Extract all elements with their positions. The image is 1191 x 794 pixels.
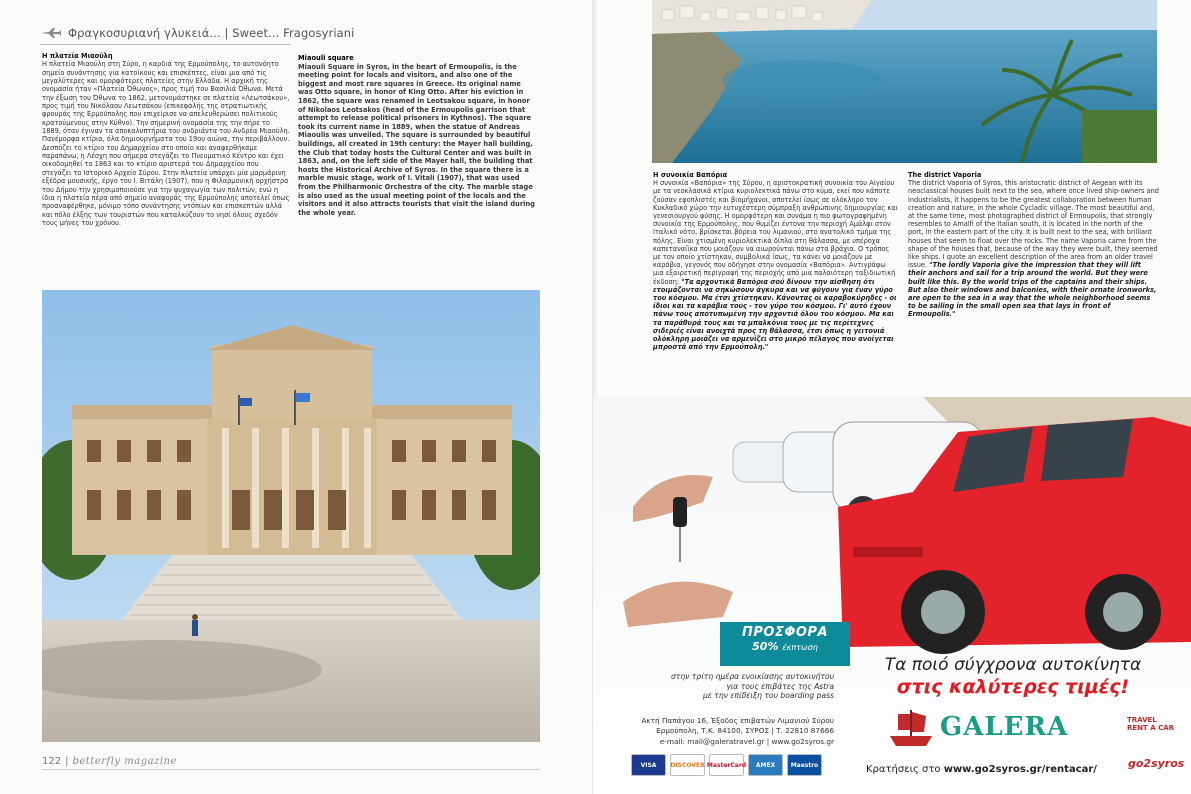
footer-separator: | (65, 756, 69, 767)
vaporia-english-text: The district Vaporia of Syros, this aristocratic district of Aegean with its neoclassical houses built next to the sea, where once lived ship-owners and industrialists, it happens to be the greatest collaboration between human creation and nature, in the whole Cycladic village. The most beautiful and, at the same time, most photographed district of Ermoupolis, that strongly resembles to Amalfi of the Italian south, it is located in the north of the port, in the eastern part of the city. It is built next to the sea, with brilliant houses that seem to float over the rocks. The name Vaporia came from the shape of the houses that, because of the way they were built, they seemed like ships. I quote an excellent description of the area from an older travel issue. (908, 179, 1159, 270)
offer-title: ΠΡΟΣΦΟΡΑ (741, 625, 829, 640)
vaporia-greek-quote: "Τα αρχοντικά Βαπόρια σού δίνουν την αίσθηση ότι ετοιμάζονται να σηκώσουν άγκυρα και να φύγουν για έναν γύρο του κόσμου. Μα έτσι χτίστηκαν. Κάνοντας οι καραβοκύρηδες - οι ίδιοι και τα καράβια τους - τον γύρο του κόσμου. Γι' αυτό έχουν πάνω τους αποτυπωμένη την αρχοντιά όλου του κόσμου. Μα και τα παράθυρά τους και τα μπαλκόνια τους με τις περίτεχνες σιδεριές είναι ανοιχτά προς τη θάλασσα, έτσι όπως η γειτονιά ολόκληρη μοιάζει να αρμενίζει στο μικρό πέλαγος που ανοίγεται μπροστά από την Ερμούπολη." (653, 277, 897, 352)
miaouli-english-text: Miaouli Square in Syros, in the heart of Ermoupolis, is the meeting point for locals and visitors, and also one of the biggest and most rare squares in Greece. Its original name was Otto square, in honor of King Otto. After his eviction in 1862, the square was renamed in Leotsakou square, in honor of Nikolaos Leotsakos (head of the Ermoupolis garrison that attempt to release political prisoners in Kythnos). The square took its current name in 1889, when the statue of Andreas Miaoulis was unveiled. The square is surrounded by beautiful buildings, all created in 19th century: the Mayer hall building, the Club that today hosts the Cultural Center and was built in 1863, and, on the left side of the Mayer hall, the building that hosts the Historical Archive of Syros. In the square there is a marble music stage, work of I. Vitali (1907), that was used from the Philharmonic Orchestra of the city. The marble stage is also used as the usual meeting point of the locals and the visitors and it also attracts tourists that visit the island during the whole year. (298, 62, 535, 217)
airplane-icon (40, 27, 62, 39)
ad-slogan-line-2: στις καλύτερες τιμές! (896, 676, 1130, 698)
offer-pct-value: 50% (752, 640, 779, 653)
visa-card-icon: VISA (631, 754, 666, 776)
bookings-line (866, 764, 1097, 775)
miaouli-english-heading: Miaouli square (298, 54, 354, 62)
page-footer (42, 756, 177, 767)
vaporia-english-heading: The district Vaporia (908, 171, 982, 179)
address-line-3[interactable]: e-mail: mail@galeratravel.gr | www.go2syros.gr (659, 736, 834, 746)
amex-card-icon: AMEX (748, 754, 783, 776)
left-page (0, 0, 594, 794)
ad-contact-info (612, 716, 834, 747)
offer-desc-line-3: με την επίδειξη του boarding pass (702, 691, 834, 701)
offer-banner (720, 622, 850, 666)
article-header-title: Φραγκοσυριανή γλυκειά... | Sweet... Fragosyriani (68, 26, 355, 40)
offer-percentage (720, 640, 850, 653)
offer-pct-label: έκπτωση (782, 643, 818, 652)
vaporia-coast-photo (652, 0, 1157, 163)
vaporia-english-column (908, 171, 1160, 319)
discover-card-icon: DISCOVER (670, 754, 705, 776)
galleon-ship-icon (884, 706, 938, 752)
article-header (40, 26, 354, 40)
galera-logo-subtitle (1127, 716, 1174, 732)
town-hall-photo (42, 290, 540, 742)
miaouli-english-column (298, 54, 536, 217)
miaouli-greek-heading: Η πλατεία Μιαούλη (42, 52, 113, 60)
vaporia-greek-column (653, 171, 898, 351)
galera-sub-travel: TRAVEL (1127, 716, 1157, 724)
page-number: 122 (42, 756, 62, 767)
magazine-brand: betterfly magazine (72, 756, 177, 767)
vaporia-greek-heading: Η συνοικία Βαπόρια (653, 171, 728, 179)
footer-divider (42, 769, 540, 770)
mastercard-icon: MasterCard (709, 754, 744, 776)
vaporia-english-quote: "The lordly Vaporia give the impression that they will lift their anchors and sail for a trip around the world. But they were built like this. By the world trips of the captains and their ships. But also their windows and balconies, with their ornate ironworks, are open to the sea in a way that the whole neighborhood seems to be sailing in the small open sea that lays in front of Ermoupolis." (908, 261, 1157, 319)
vaporia-greek-text: Η συνοικία «Βαπόρια» της Σύρου, η αριστοκρατική συνοικία του Αιγαίου με τα νεοκλασικά κτίρια κυριολεκτικά πάνω στο κύμα, εκεί που κάποτε ζούσαν εφοπλιστές και βιομήχανοι, αποτελεί ίσως σε ολόκληρο τον Κυκλαδικό χώρο την ευτυχέστερη σύμπραξη ανθρώπινης δημιουργίας και γενεσιουργού φύσης. Η ομορφότερη και συνάμα η πιο φωτογραφημένη συνοικία της Ερμούπολης, που θυμίζει έντονα την περιοχή Αμάλφι στον Ιταλικό νότο, βρίσκεται βόρεια του λιμανιού, στο ανατολικό τμήμα της πόλης. Είναι χτισμένη κυριολεκτικά δίπλα στη θάλασσα, με υπέροχα καπεταναίϊκα που μοιάζουν να αιωρούνται πάνω στα βράχια. Ο τρόπος με τον οποίο χτίστηκαν, συμβολικά ίσως, τα κάνει να μοιάζουν με καράβια, γεγονός που οδήγησε στην ονομασία «Βαπόρια». Αντιγράφω μια εξαιρετική περιγραφή της περιοχής από μια παλαιότερη ταξιδιωτική έκδοση: (653, 179, 898, 286)
offer-description (612, 672, 834, 701)
miaouli-greek-text: Η πλατεία Μιαούλη στη Σύρο, η καρδιά της Ερμούπολης, το αυτονόητο σημείο συνάντησης για κατοίκους και επισκέπτες, είναι μια από τις μεγαλύτερες και ομορφότερες πλατείες στην Ελλάδα. Η αρχική της ονομασία ήταν «Πλατεία Όθωνος», προς τιμή του Βασιλιά Όθωνα. Μετά την έξωση του Όθωνα το 1862, μετονομάστηκε σε πλατεία «Λεωτσάκου», προς τιμή του Νικόλαου Λεωτσάκου (επικεφαλής της στρατιωτικής φρουράς της Ερμούπολης που επιχείρισε να απελευθερώσει πολιτικούς κρατούμενους στην Κύθνο). Την σημερινή ονομασία της την πήρε το 1889, όταν έγιναν τα αποκαλυπτήρια του ανδριάντα του Ανδρέα Μιαούλη. Πανέμορφα κτίρια, όλα δημιουργήματα του 19ου αιώνα, την περιβάλλουν. Δεσπόζει το κτίριο του Δημαρχείου στο οποίο και αναφερθήκαμε παραπάνω, η Λέσχη που σήμερα στεγάζει το Πνευματικό Κέντρο και έχει οικοδομηθεί το 1863 και το κτίριο αριστερά του Δημαρχείου που στεγάζει το Ιστορικό Αρχείο Σύρου. Στην πλατεία υπάρχει μία μαρμάρινη εξέδρα μουσικής, έργο του Ι. Βιτάλη (1907), που η Φιλαρμονική ορχήστρα του Δήμου την χρησιμοποιούσε για την ψυχαγωγία των πολιτών, ενώ η ίδια η πλατεία πέρα από σημείο αναφοράς της Ερμούπολης αποτελεί όπως προαναφέρθηκε, μόνιμο τόπο συνάντησης ντόπιων και επισκεπτών αλλά και πόλο έλξης των τουριστών που καταλκύζουν το νησί όλους σχεδόν τους μήνες του χρόνου. (42, 60, 290, 227)
maestro-card-icon: Maestro (787, 754, 822, 776)
galera-logo-text[interactable]: GALERA (940, 712, 1069, 742)
address-line-2: Ερμούπολη, Τ.Κ. 84100, ΣΥΡΟΣ | Τ. 22810 87666 (656, 726, 834, 736)
address-line-1: Ακτή Παπάγου 16, Έξοδος επιβατών Λιμανιού Σύρου (641, 716, 834, 725)
offer-desc-line-2: για τους επιβάτες της Astra (726, 681, 834, 691)
header-divider (40, 44, 290, 45)
go2syros-logo[interactable]: go2syros (1128, 757, 1185, 770)
ad-slogan-line-1: Τα ποιό σύγχρονα αυτοκίνητα (884, 655, 1142, 675)
galera-sub-rentacar: RENT A CAR (1127, 724, 1175, 732)
payment-cards (631, 754, 822, 776)
bookings-label: Κρατήσεις στο (866, 764, 941, 775)
miaouli-greek-column (42, 52, 290, 227)
offer-desc-line-1: στην τρίτη ημέρα ενοικίασης αυτοκινήτου (670, 672, 834, 681)
bookings-url-link[interactable]: www.go2syros.gr/rentacar/ (943, 764, 1097, 775)
